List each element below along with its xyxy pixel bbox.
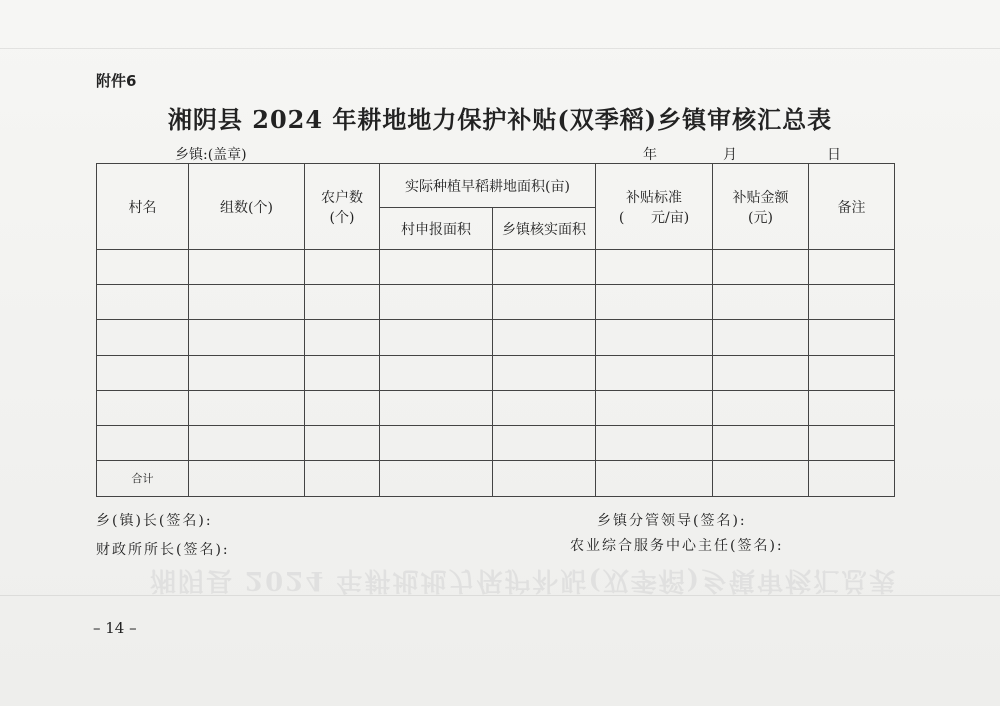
month-label: 月	[723, 147, 737, 163]
column-header-area-group: 实际种植早稻耕地面积(亩)	[380, 164, 596, 208]
summary-table	[96, 163, 895, 497]
table-row	[97, 285, 895, 320]
table-row	[97, 320, 895, 355]
column-header-households	[305, 164, 380, 250]
total-label: 合计	[97, 460, 189, 496]
table-row	[97, 355, 895, 390]
standard-header-line2: ( 元/亩)	[618, 209, 690, 226]
page-number: – 14 –	[93, 619, 137, 637]
column-header-groups: 组数(个)	[189, 164, 305, 250]
households-header-line1: 农户数	[321, 189, 363, 206]
attachment-label: 附件6	[96, 72, 137, 90]
table-row	[97, 425, 895, 460]
column-header-village: 村名	[97, 164, 189, 250]
amount-header-line2: (元)	[748, 209, 773, 226]
table-row	[97, 390, 895, 425]
service-director-signature-label: 农业综合服务中心主任(签名):	[570, 538, 784, 554]
column-header-remarks: 备注	[809, 164, 895, 250]
amount-header-line1: 补贴金额	[732, 189, 789, 206]
document-title: 湘阴县 2024 年耕地地力保护补贴(双季稻)乡镇审核汇总表	[167, 105, 833, 134]
column-header-township-verified: 乡镇核实面积	[493, 208, 596, 250]
bleed-through-text: 湘阴县 2024 年耕地地力保护补贴(双季稻)乡镇审核汇总表	[150, 565, 898, 595]
township-seal-label: 乡镇:(盖章)	[175, 147, 247, 163]
township-head-signature-label: 乡(镇)长(签名):	[96, 513, 213, 529]
standard-header-line1: 补贴标准	[626, 189, 682, 206]
table-total-row	[97, 460, 895, 496]
column-header-village-reported: 村申报面积	[380, 208, 493, 250]
leader-signature-label: 乡镇分管领导(签名):	[597, 513, 747, 529]
table-header-row	[97, 164, 895, 208]
year-label: 年	[643, 147, 657, 163]
page-fold-line	[0, 48, 1000, 49]
finance-head-signature-label: 财政所所长(签名):	[96, 542, 230, 558]
table-row	[97, 250, 895, 285]
households-header-line2: (个)	[329, 209, 355, 226]
column-header-amount	[713, 164, 809, 250]
column-header-standard	[596, 164, 713, 250]
day-label: 日	[827, 147, 841, 163]
